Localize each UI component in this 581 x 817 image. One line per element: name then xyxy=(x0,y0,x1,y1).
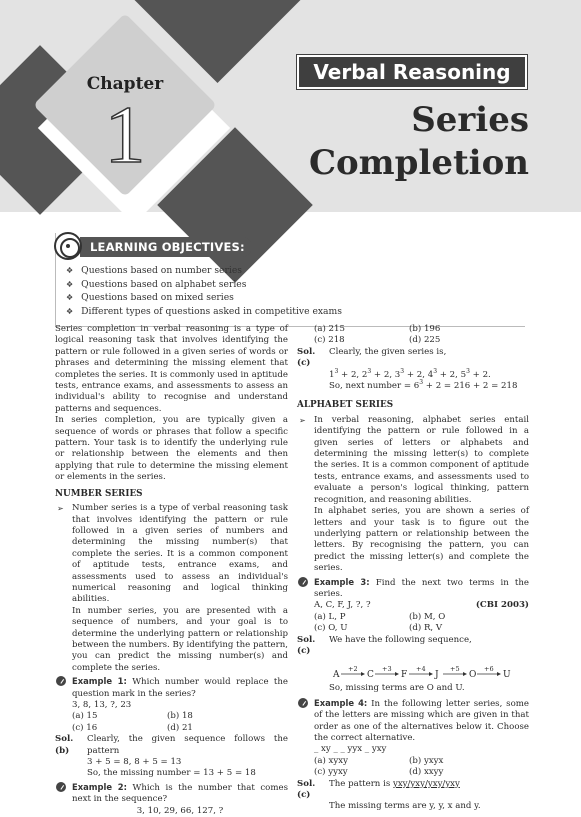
solution-text: Clearly, the given sequence follows the pattern xyxy=(87,734,288,756)
example-2 xyxy=(55,782,288,806)
example-4 xyxy=(297,698,529,745)
paragraph: In number series, you are presented with a sequence of numbers, and your goal is to determine the underlying pattern or relationship between the numbers. By identifying the pattern, you can predict the missing number(s) and complete the series. xyxy=(72,605,288,673)
target-icon xyxy=(54,232,82,260)
sequence-letter: O xyxy=(469,670,477,681)
option: (c) 218 xyxy=(314,335,345,346)
example-series: 3, 10, 29, 66, 127, ? xyxy=(136,805,224,816)
sequence-letter: A xyxy=(333,670,340,681)
checkmark-icon xyxy=(56,676,66,686)
sequence-letter: J xyxy=(435,670,439,681)
example-question: Which is the number that comes next in the sequence? xyxy=(72,782,289,805)
option: (d) 21 xyxy=(167,722,193,733)
sequence-step-label: +5 xyxy=(450,665,460,674)
objective-item: ❖ Questions based on alphabet series xyxy=(66,278,342,292)
example-series: 3, 8, 13, ?, 23 xyxy=(72,700,132,710)
solution-line: So, next number = $6^3 + 2 = 216 + 2 = 218$ xyxy=(329,379,518,392)
example-series: A, C, F, J, ?, ? xyxy=(314,600,371,611)
solution-1 xyxy=(55,734,288,757)
chapter-title-line2: Completion xyxy=(308,143,529,183)
arrow-head-icon xyxy=(361,672,365,676)
solution-text: We have the following sequence, xyxy=(329,634,472,645)
example-options xyxy=(297,756,529,779)
solution-line: So, the missing number = 13 + 5 = 18 xyxy=(87,768,256,779)
example-series: _ xy _ _ yyx _ yxy xyxy=(314,744,387,755)
sequence-step-label: +6 xyxy=(484,665,494,674)
option: (b) M, O xyxy=(409,611,446,622)
option: (c) yyxy xyxy=(314,767,348,778)
sequence-step-label: +3 xyxy=(382,665,392,674)
solution-3 xyxy=(297,635,529,658)
solution-line: So, missing terms are O and U. xyxy=(329,683,465,694)
solution-2 xyxy=(297,347,529,370)
option: (b) yxyx xyxy=(409,755,444,766)
bullet-paragraph: ➢ In verbal reasoning, alphabet series entail identifying the pattern or rule followed in a given series of letters or alphabets and determining the missing letter(s) to complete the series. It is a common component of aptitude tests, entrance exams, and assessments used to evaluate a person's logical thinking, pattern recognition, and reasoning abilities. xyxy=(297,415,529,506)
example-question: Find the next two terms in the series. xyxy=(314,577,530,599)
sequence-letter: C xyxy=(367,670,374,681)
option: (d) 225 xyxy=(409,335,441,346)
section-heading-number-series: NUMBER SERIES xyxy=(55,488,143,499)
objective-item: ❖ Questions based on number series xyxy=(66,264,342,278)
option: (d) xxyy xyxy=(409,767,444,778)
chapter-title-line1: Series xyxy=(411,100,529,140)
objective-item: ❖ Questions based on mixed series xyxy=(66,291,342,305)
objective-item: ❖ Different types of questions asked in competitive exams xyxy=(66,305,342,319)
section-heading-alphabet-series: ALPHABET SERIES xyxy=(297,400,394,411)
solution-4 xyxy=(297,779,529,802)
sequence-letter: U xyxy=(503,670,511,681)
intro-paragraph: Series completion in verbal reasoning is a type of logical reasoning task that involves identifying the pattern or rule followed in a given series of words or phrases and determining the missing element that completes the series. It is commonly used in aptitude tests, entrance exams, and assessments to assess an individual's ability to recognise and understand patterns and sequences. xyxy=(55,324,288,414)
chapter-number: 1 xyxy=(104,89,146,180)
arrow-head-icon xyxy=(497,672,501,676)
example-options xyxy=(297,324,529,347)
checkmark-icon xyxy=(56,782,66,792)
option: (c) 16 xyxy=(72,722,98,733)
example-1 xyxy=(55,676,288,700)
checkmark-icon xyxy=(298,577,308,587)
pattern-underlined: yxy/yxy/yxy/yxy xyxy=(392,778,460,789)
example-series-row xyxy=(297,600,529,611)
example-options xyxy=(55,711,288,734)
solution-line: The missing terms are y, y, x and y. xyxy=(329,801,481,812)
option: (a) L, P xyxy=(314,611,346,622)
option: (a) xyxy xyxy=(314,755,348,766)
subject-banner: Verbal Reasoning xyxy=(297,55,527,89)
sequence-arrows xyxy=(329,657,519,683)
solution-label: Sol. (c) xyxy=(297,634,316,656)
solution-formula: $1^3 + 2$, $2^3 + 2$, $3^3 + 2$, $4^3 + 2$, $5^3 + 2$. xyxy=(329,367,491,380)
objectives-list xyxy=(66,264,342,318)
example-options xyxy=(297,612,529,635)
solution-text: The pattern is yxy/yxy/yxy/yxy xyxy=(329,778,460,789)
solution-label: Sol. (c) xyxy=(297,778,316,801)
option: (a) 215 xyxy=(314,324,345,334)
solution-text: Clearly, the given series is, xyxy=(329,346,447,357)
exam-source: (CBI 2003) xyxy=(475,600,529,611)
arrow-head-icon xyxy=(429,672,433,676)
example-label: Example 2: xyxy=(72,781,127,792)
sequence-diagram xyxy=(297,657,529,683)
example-question: In the following letter series, some of the letters are missing which are given in that order as one of the alternatives below it. Choose the correct alternative. xyxy=(314,698,529,743)
example-3 xyxy=(297,577,529,601)
chapter-header xyxy=(0,0,581,212)
solution-label: Sol. (b) xyxy=(55,734,74,756)
right-column xyxy=(297,324,529,813)
option: (b) 196 xyxy=(409,324,441,334)
option: (c) O, U xyxy=(314,623,348,634)
paragraph: In alphabet series, you are shown a series of letters and your task is to figure out the underlying pattern or relationship between the letters. By recognising the pattern, you can predict the missing letter(s) and complete the series. xyxy=(314,506,529,574)
example-label: Example 4: xyxy=(314,697,368,708)
solution-label: Sol. (c) xyxy=(297,346,316,369)
bullet-paragraph: ➢ Number series is a type of verbal reasoning task that involves identifying the pattern or rule followed in a given series of numbers and determining the missing number(s) that complete the series. It is a common component of aptitude tests, entrance exams, and assessments used to assess an individual's numerical reasoning and logical thinking abilities. xyxy=(55,503,288,606)
option: (b) 18 xyxy=(167,711,193,722)
chapter-label: Chapter xyxy=(86,74,164,94)
sequence-step-label: +4 xyxy=(416,665,426,674)
solution-line: 3 + 5 = 8, 8 + 5 = 13 xyxy=(87,757,182,768)
checkmark-icon xyxy=(298,698,308,708)
option: (a) 15 xyxy=(72,711,98,722)
arrow-head-icon xyxy=(395,672,399,676)
sequence-letter: F xyxy=(401,670,408,681)
example-question: Which number would replace the question mark in the series? xyxy=(72,677,288,699)
option: (d) R, V xyxy=(409,623,443,634)
intro-paragraph: In series completion, you are typically given a sequence of words or phrases that follow a specific pattern. Your task is to identify the underlying rule or relationship between the elements and then applying that rule to determine the missing element or elements in the series. xyxy=(55,415,288,483)
arrow-head-icon xyxy=(463,672,467,676)
example-label: Example 3: xyxy=(314,576,370,587)
example-label: Example 1: xyxy=(72,676,127,687)
objectives-heading: LEARNING OBJECTIVES: xyxy=(80,237,252,257)
left-column xyxy=(55,324,288,817)
sequence-step-label: +2 xyxy=(348,665,358,674)
